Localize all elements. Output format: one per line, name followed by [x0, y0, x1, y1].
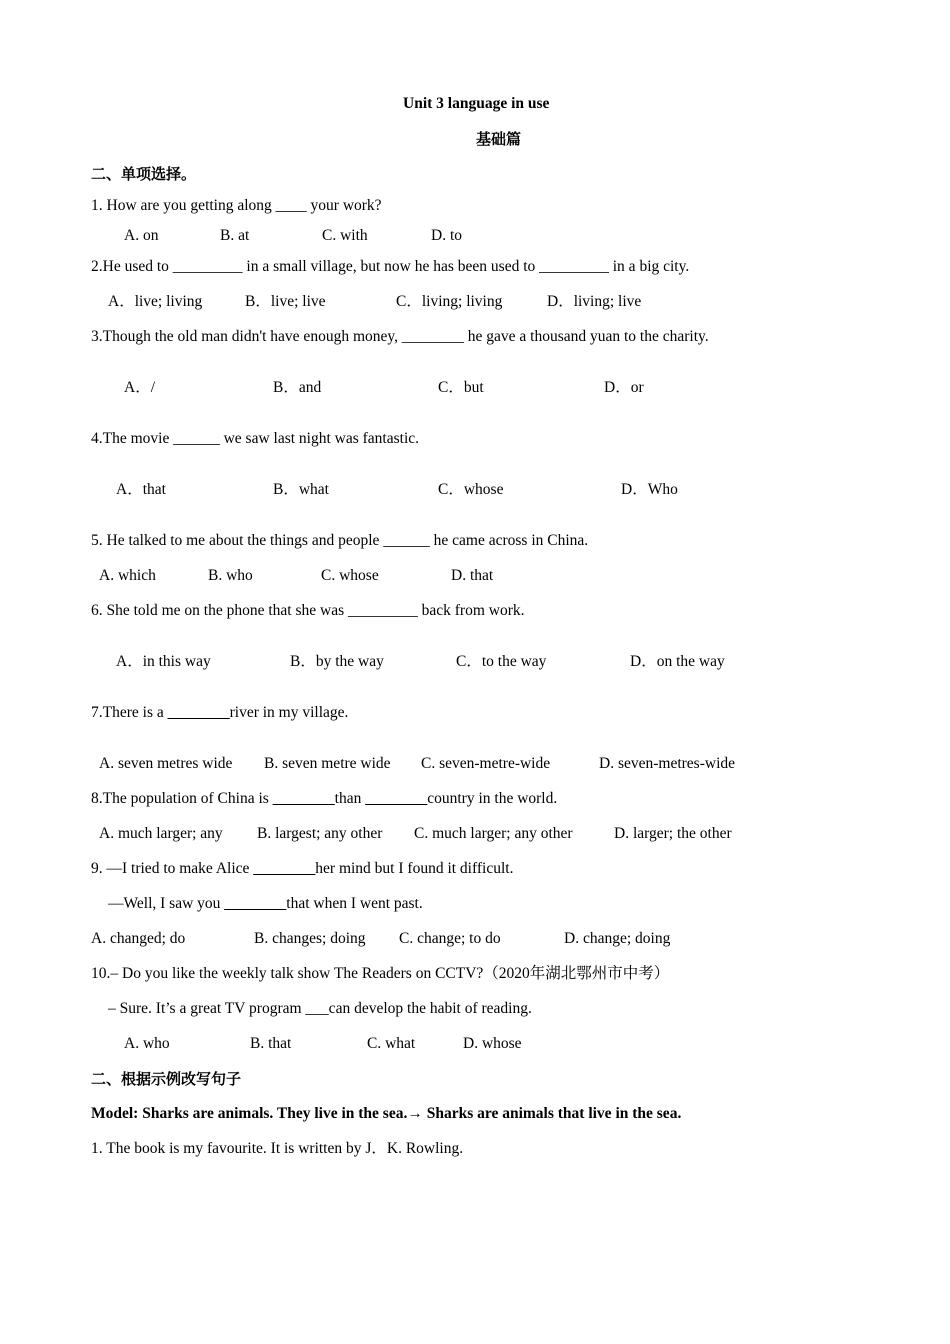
section-heading: 二、根据示例改写句子 [91, 1070, 242, 1088]
question-stem: 4.The movie ______ we saw last night was fantastic. [91, 430, 420, 447]
answer-blank: ________ [272, 790, 335, 807]
question-stem: 3.Though the old man didn't have enough money, ________ he gave a thousand yuan to the charity. [91, 328, 709, 345]
option: D. whose [463, 1035, 522, 1052]
option: C. what [367, 1035, 416, 1052]
option: B. largest; any other [257, 825, 383, 842]
answer-blank: ________ [253, 860, 316, 877]
answer-blank: ________ [167, 704, 230, 721]
stem-text: river in my village. [229, 704, 349, 721]
option: C. with [322, 227, 368, 244]
option: A. changed; do [91, 930, 186, 947]
stem-text: country in the world. [427, 790, 558, 807]
question-stem: 6. She told me on the phone that she was _________ back from work. [91, 602, 525, 619]
page-title: Unit 3 language in use [403, 95, 550, 112]
stem-text: 7.There is a [91, 704, 168, 721]
option: B．and [273, 379, 322, 396]
option: A．/ [124, 379, 156, 396]
question-stem [91, 859, 513, 879]
stem-text: her mind but I found it difficult. [315, 860, 514, 877]
model-sentence: Model: Sharks are animals. They live in the sea.→ Sharks are animals that live in the sea. [91, 1105, 682, 1122]
option: D. seven-metres-wide [599, 755, 736, 772]
question-stem [91, 789, 557, 809]
option: A. seven metres wide [99, 755, 233, 772]
option: B．live; live [245, 293, 326, 310]
option: C. whose [321, 567, 379, 584]
option: D．or [604, 379, 644, 396]
option: C. change; to do [399, 930, 501, 947]
question-stem: 5. He talked to me about the things and people ______ he came across in China. [91, 532, 589, 549]
option: D．Who [621, 481, 678, 498]
option: B. changes; doing [254, 930, 366, 947]
stem-text: 9. —I tried to make Alice [91, 860, 254, 877]
option: B．by the way [290, 653, 384, 670]
option: A．that [116, 481, 166, 498]
option: A. much larger; any [99, 825, 223, 842]
option: D. change; doing [564, 930, 671, 947]
option: D. larger; the other [614, 825, 732, 842]
option: B. who [208, 567, 253, 584]
option: D. that [451, 567, 494, 584]
option: C. seven-metre-wide [421, 755, 551, 772]
question-stem-line2 [108, 894, 423, 914]
option: D. to [431, 227, 462, 244]
question-stem: 1. How are you getting along ____ your work? [91, 197, 382, 214]
option: A. on [124, 227, 159, 244]
answer-blank: ________ [365, 790, 428, 807]
question-stem [91, 703, 348, 723]
option: B. that [250, 1035, 292, 1052]
stem-text: —Well, I saw you [108, 895, 225, 912]
option: B. at [220, 227, 250, 244]
rewrite-item: 1. The book is my favourite. It is written by J．K. Rowling. [91, 1140, 464, 1157]
question-stem-line2: – Sure. It’s a great TV program ___can develop the habit of reading. [108, 1000, 532, 1017]
option: B．what [273, 481, 329, 498]
option: C．living; living [396, 293, 503, 310]
option: C．to the way [456, 653, 547, 670]
option: A. which [99, 567, 156, 584]
option: B. seven metre wide [264, 755, 391, 772]
stem-text: that when I went past. [286, 895, 423, 912]
option: C. much larger; any other [414, 825, 573, 842]
stem-text: 8.The population of China is [91, 790, 273, 807]
option: D．on the way [630, 653, 725, 670]
option: A. who [124, 1035, 170, 1052]
option: A．in this way [116, 653, 211, 670]
question-stem: 2.He used to _________ in a small village, but now he has been used to _________ in a big city. [91, 258, 690, 275]
option: A．live; living [108, 293, 203, 310]
answer-blank: ________ [224, 895, 287, 912]
option: C．whose [438, 481, 504, 498]
section-heading: 二、单项选择。 [91, 165, 197, 183]
option: D．living; live [547, 293, 642, 310]
page-subtitle: 基础篇 [476, 130, 522, 148]
question-stem: 10.– Do you like the weekly talk show The Readers on CCTV?（2020年湖北鄂州市中考） [91, 965, 670, 982]
option: C．but [438, 379, 484, 396]
stem-text: than [334, 790, 366, 807]
